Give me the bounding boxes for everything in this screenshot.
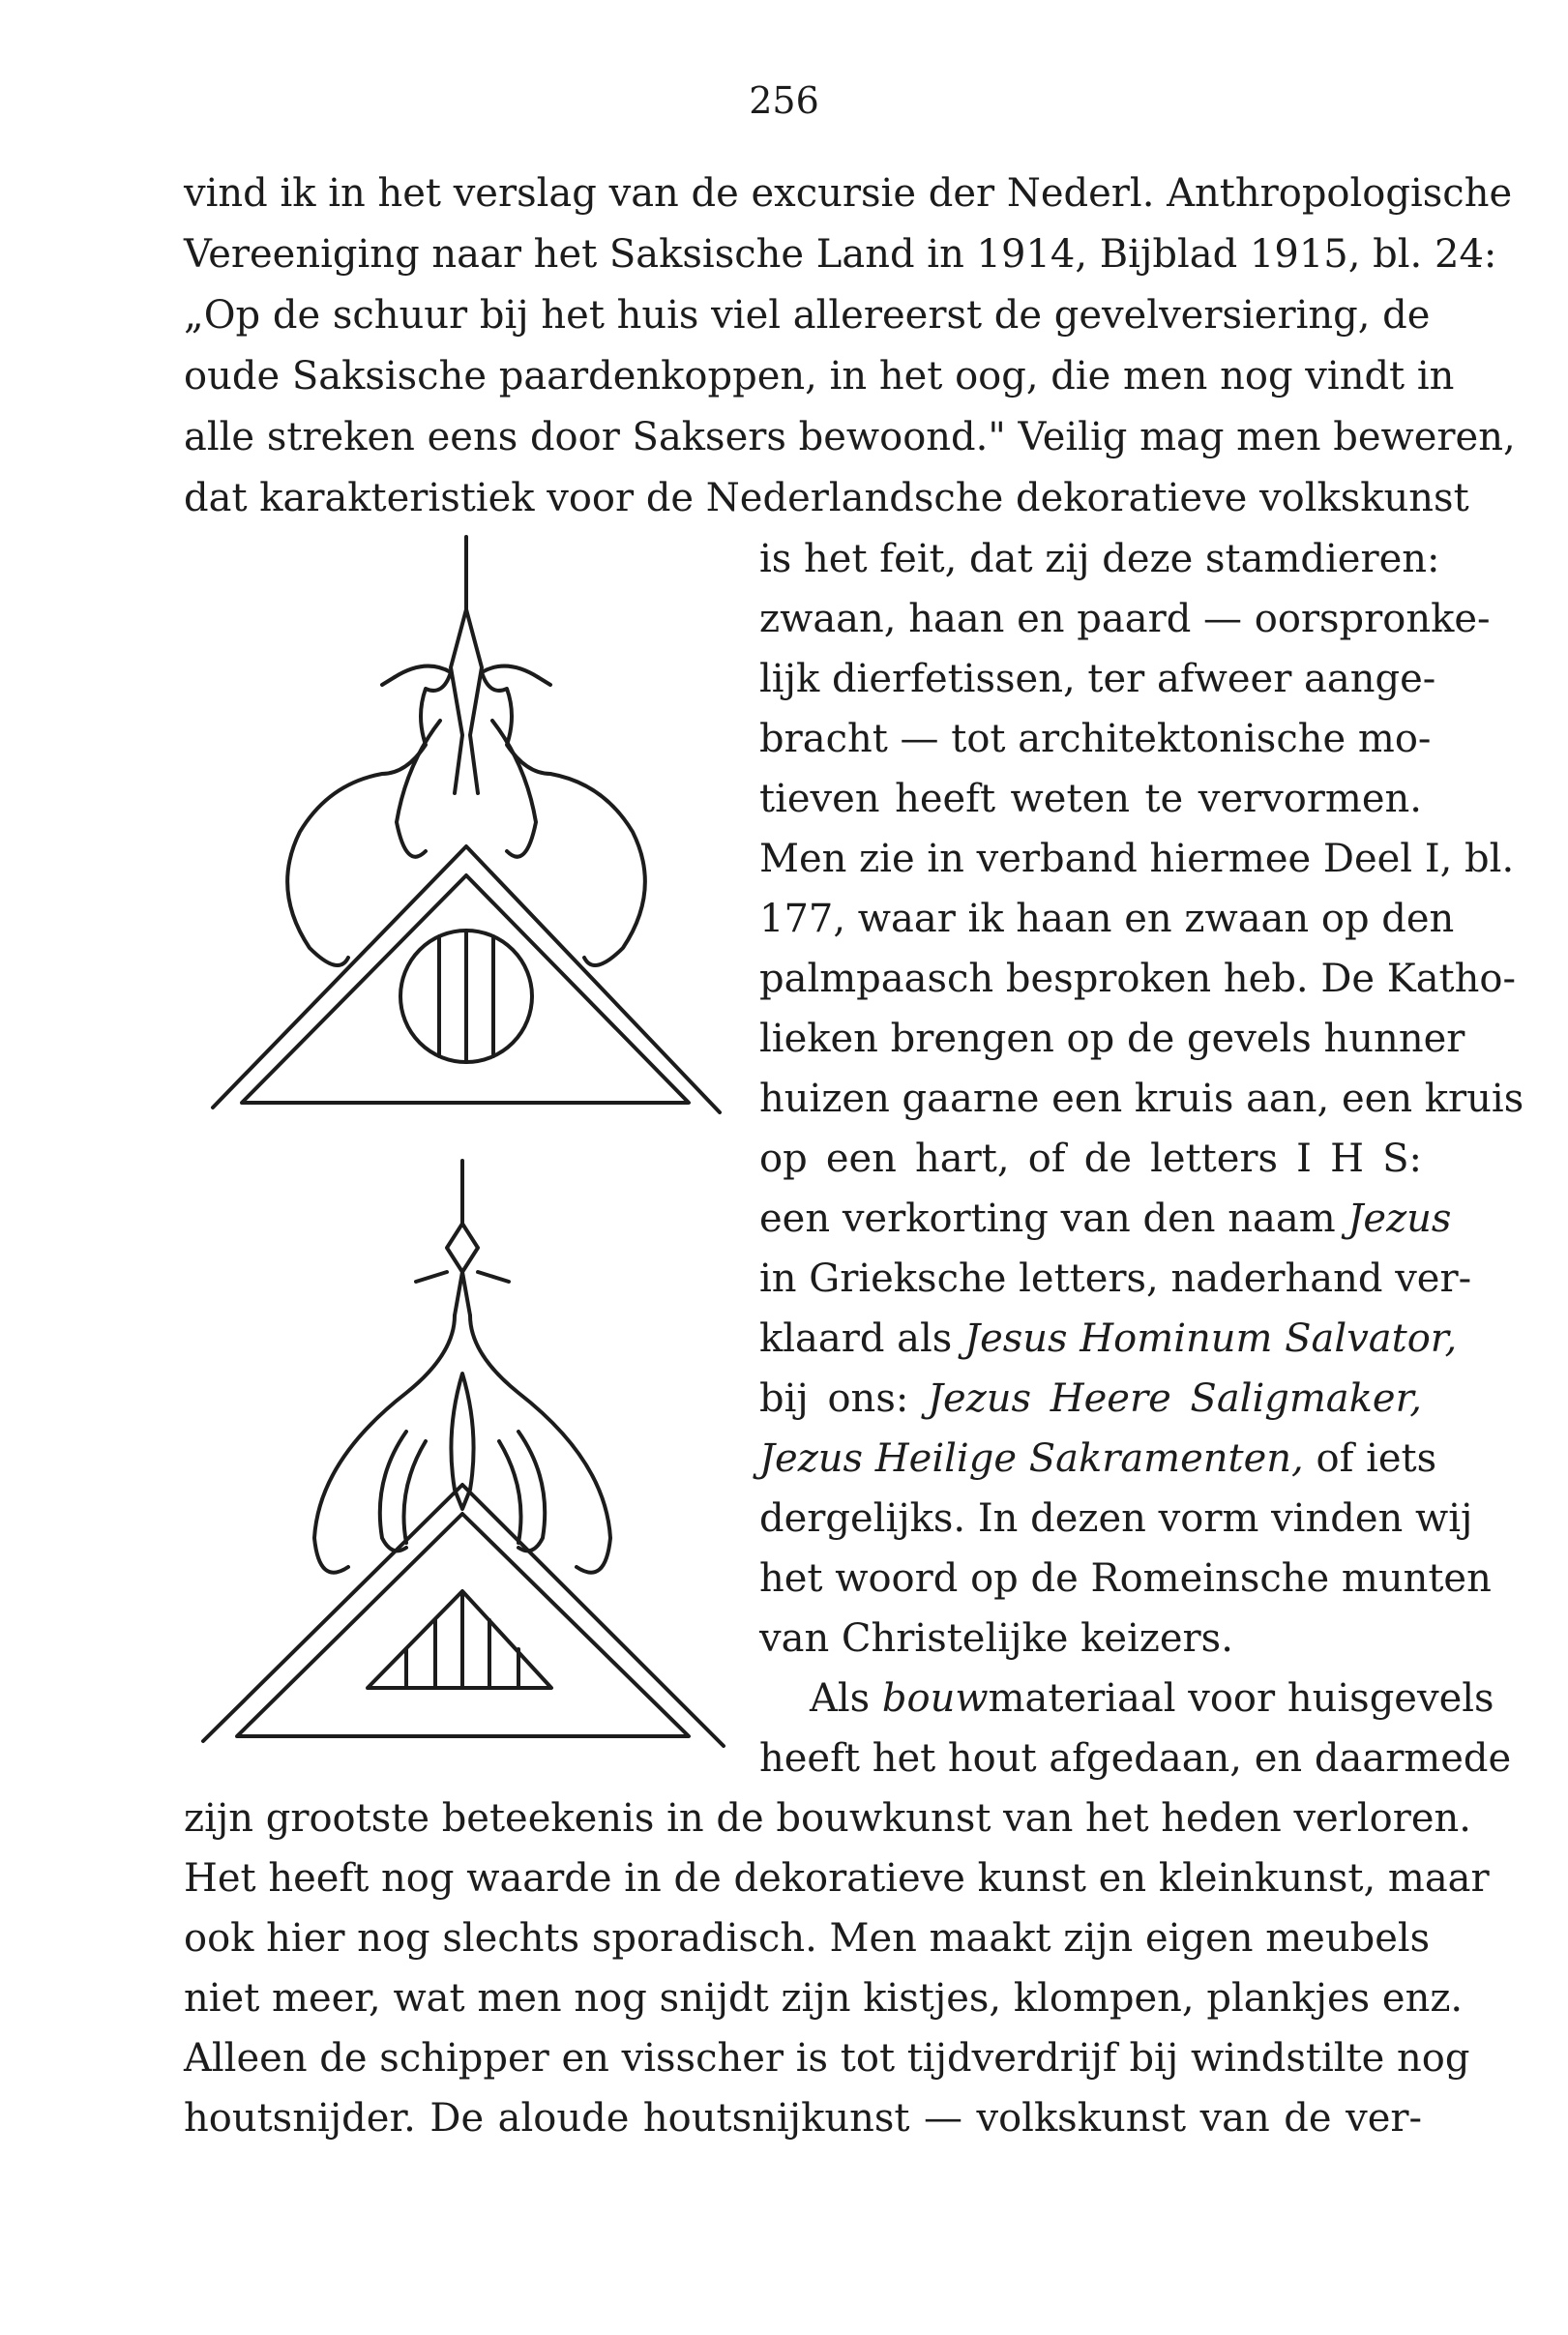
italic-span: Jezus Heilige Sakramenten, [759,1436,1304,1481]
text-line: zwaan, haan en paard — oorspronke- [759,597,1491,641]
italic-span: Jezus [1347,1197,1452,1241]
text-line: alle streken eens door Saksers bewoond." Veilig mag men beweren, [184,415,1516,459]
text-line: op een hart, of de letters I H S: [759,1137,1422,1181]
text-line: houtsnijder. De aloude houtsnijkunst — volkskunst van de ver- [184,2096,1422,2141]
text-line: dergelijks. In dezen vorm vinden wij [759,1496,1473,1541]
text-line: „Op de schuur bij het huis viel allereerst de gevelversiering, de [184,293,1431,338]
text-line: vind ik in het verslag van de excursie der Nederl. Anthropologische [184,171,1513,216]
text-line: Alleen de schipper en visscher is tot tijdverdrijf bij windstilte nog [184,2036,1470,2081]
text-line: Het heeft nog waarde in de dekoratieve kunst en kleinkunst, maar [184,1856,1490,1901]
text-line: zijn grootste beteekenis in de bouwkunst van het heden verloren. [184,1796,1471,1841]
text-span: een verkorting van den naam [759,1197,1348,1241]
text-line: oude Saksische paardenkoppen, in het oog, die men nog vindt in [184,354,1455,399]
text-line: van Christelijke keizers. [759,1616,1233,1661]
text-line: Men zie in verband hiermee Deel I, bl. [759,837,1515,881]
italic-span: Jesus Hominum Salvator, [964,1316,1458,1361]
text-line: dat karakteristiek voor de Nederlandsche dekoratieve volkskunst [184,476,1469,520]
text-line: niet meer, wat men nog snijdt zijn kistjes, klompen, plankjes enz. [184,1976,1464,2021]
text-line: ook hier nog slechts sporadisch. Men maakt zijn eigen meubels [184,1916,1431,1961]
text-line: in Grieksche letters, naderhand ver- [759,1256,1472,1301]
text-span: klaard als [759,1316,965,1361]
text-span: bij ons: [759,1376,928,1421]
text-line: heeft het hout afgedaan, en daarmede [759,1736,1512,1781]
text-line: 177, waar ik haan en zwaan op den [759,897,1455,941]
italic-span: Jezus Heere Saligmaker, [928,1376,1423,1421]
text-span: Als [810,1676,882,1721]
text-line: lijk dierfetissen, ter afweer aange- [759,657,1436,701]
text-span: of iets [1303,1436,1437,1481]
italic-span: bouw [881,1676,989,1721]
text-line: is het feit, dat zij deze stamdieren: [759,537,1440,581]
text-line: bracht — tot architektonische mo- [759,717,1432,761]
text-span: materiaal voor huisgevels [988,1676,1494,1721]
text-line: lieken brengen op de gevels hunner [759,1017,1465,1061]
text-line: palmpaasch besproken heb. De Katho- [759,957,1516,1001]
text-line: het woord op de Romeinsche munten [759,1556,1492,1601]
gable-ornament-swan-heads [213,537,720,1112]
gable-ornament-tulip [203,1161,724,1746]
page-number: 256 [749,79,819,122]
text-line: huizen gaarne een kruis aan, een kruis [759,1077,1524,1121]
text-line: tieven heeft weten te vervormen. [759,777,1422,821]
text-line: Vereeniging naar het Saksische Land in 1914, Bijblad 1915, bl. 24: [184,232,1497,277]
